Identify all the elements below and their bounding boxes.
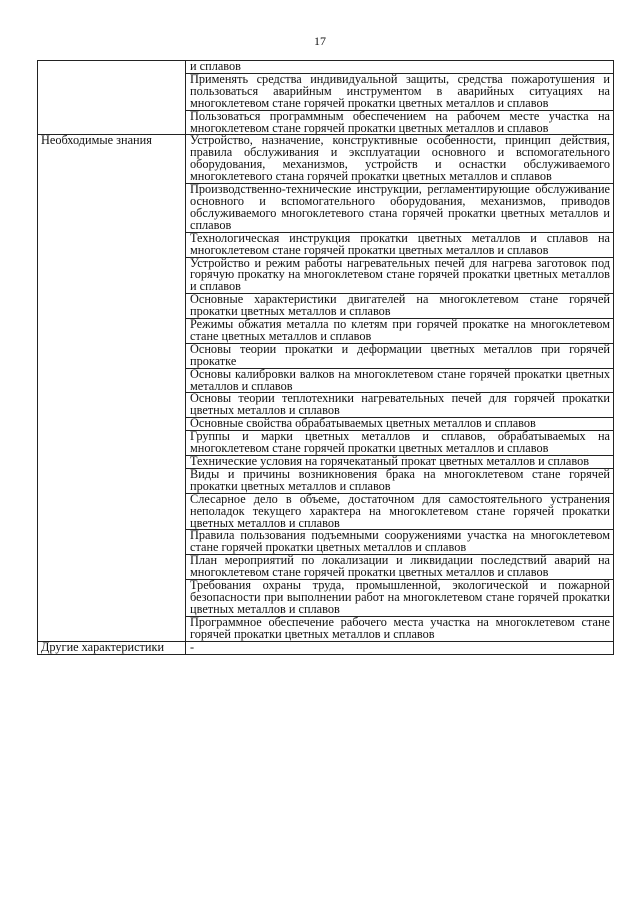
row-description: Основы калибровки валков на многоклетевом стане горячей прокатки цветных металлов и сплавов	[186, 368, 614, 393]
table-row	[38, 641, 614, 654]
row-description: Режимы обжатия металла по клетям при горячей прокатке на многоклетевом стане цветных металлов и сплавов	[186, 319, 614, 344]
row-description: Слесарное дело в объеме, достаточном для самостоятельного устранения неполадок текущего характера на многоклетевом стане горячей прокатки цветных металлов и сплавов	[186, 493, 614, 530]
row-description: Виды и причины возникновения брака на многоклетевом стане горячей прокатки цветных металлов и сплавов	[186, 468, 614, 493]
row-description: и сплавов	[186, 61, 614, 74]
row-description: Правила пользования подъемными сооружениями участка на многоклетевом стане горячей прокатки цветных металлов и сплавов	[186, 530, 614, 555]
row-description: Основные характеристики двигателей на многоклетевом стане горячей прокатки цветных металлов и сплавов	[186, 294, 614, 319]
row-description: Группы и марки цветных металлов и сплавов, обрабатываемых на многоклетевом стане горячей прокатки цветных металлов и сплавов	[186, 431, 614, 456]
row-label-necessary-knowledge: Необходимые знания	[38, 135, 186, 641]
row-description: План мероприятий по локализации и ликвидации последствий аварий на многоклетевом стане горячей прокатки цветных металлов и сплавов	[186, 555, 614, 580]
page-number: 17	[314, 34, 326, 48]
row-description: Пользоваться программным обеспечением на рабочем месте участка на многоклетевом стане горячей прокатки цветных металлов и сплавов	[186, 110, 614, 135]
requirements-table	[37, 60, 614, 655]
row-description: Применять средства индивидуальной защиты, средства пожаротушения и пользоваться аварийным инструментом в аварийных ситуациях на многоклетевом стане горячей прокатки цветных металлов и сплавов	[186, 73, 614, 110]
row-description: Программное обеспечение рабочего места участка на многоклетевом стане горячей прокатки цветных металлов и сплавов	[186, 616, 614, 641]
row-label-other-characteristics: Другие характеристики	[38, 641, 186, 654]
row-description: -	[186, 641, 614, 654]
table-row	[38, 135, 614, 184]
row-description: Технологическая инструкция прокатки цветных металлов и сплавов на многоклетевом стане горячей прокатки цветных металлов и сплавов	[186, 232, 614, 257]
row-label-empty	[38, 61, 186, 135]
row-description: Основы теории прокатки и деформации цветных металлов при горячей прокатке	[186, 343, 614, 368]
row-description: Основные свойства обрабатываемых цветных металлов и сплавов	[186, 418, 614, 431]
row-description: Производственно-технические инструкции, регламентирующие обслуживание основного и вспомогательного оборудования, механизмов, приводов обслуживаемого многоклетевого стана горячей прокатки цветных металлов и сплавов	[186, 184, 614, 233]
row-description: Устройство и режим работы нагревательных печей для нагрева заготовок под горячую прокатку на многоклетевом стане горячей прокатки цветных металлов и сплавов	[186, 257, 614, 294]
row-description: Устройство, назначение, конструктивные особенности, принцип действия, правила обслуживания и эксплуатации основного и вспомогательного оборудования, механизмов, устройств и оснастки обслуживаемого многоклетевого стана горячей прокатки цветных металлов и сплавов	[186, 135, 614, 184]
row-description: Технические условия на горячекатаный прокат цветных металлов и сплавов	[186, 456, 614, 469]
row-description: Требования охраны труда, промышленной, экологической и пожарной безопасности при выполнении работ на многоклетевом стане горячей прокатки цветных металлов и сплавов	[186, 580, 614, 617]
row-description: Основы теории теплотехники нагревательных печей для горячей прокатки цветных металлов и сплавов	[186, 393, 614, 418]
